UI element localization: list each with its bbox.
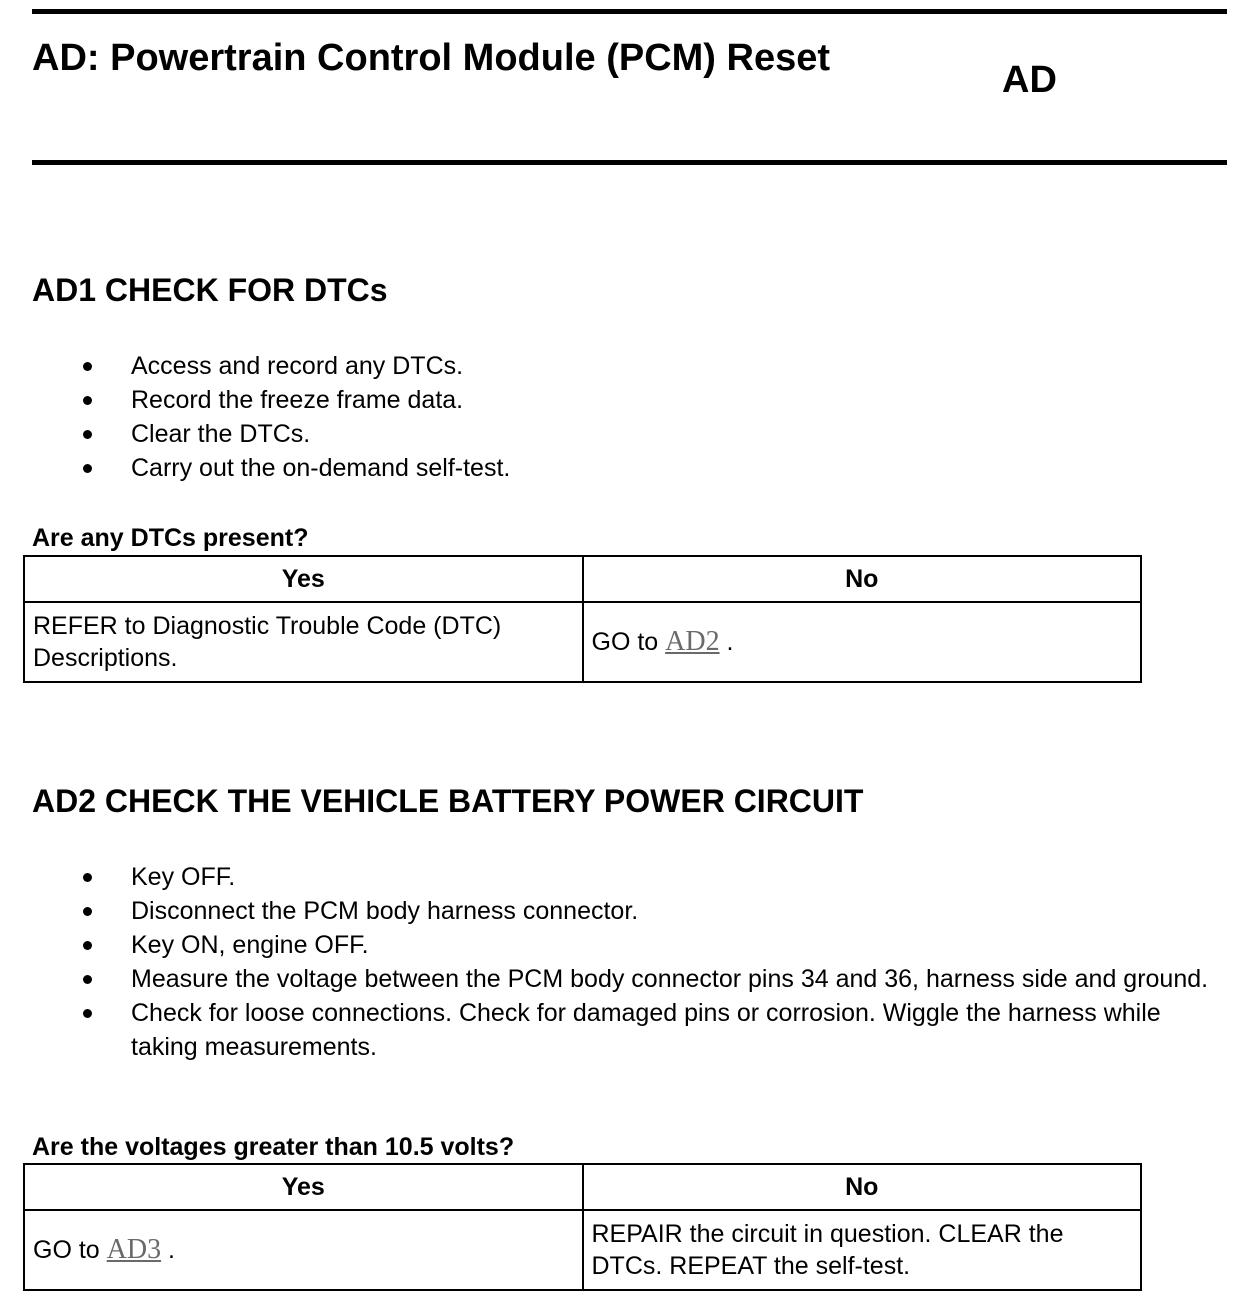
step-ad2-question: Are the voltages greater than 10.5 volts? <box>32 1133 515 1161</box>
header-bottom-rule <box>32 160 1227 165</box>
yes-column-header: Yes <box>24 1164 583 1210</box>
instruction-item: Check for loose connections. Check for damaged pins or corrosion. Wiggle the harness while taking measurements. <box>78 996 1233 1064</box>
table-header-row <box>24 1164 1141 1210</box>
bullet-icon <box>83 1009 92 1018</box>
instruction-item: Carry out the on-demand self-test. <box>78 451 1233 485</box>
instruction-item: Record the freeze frame data. <box>78 383 1233 417</box>
table-header-row <box>24 556 1141 602</box>
bullet-icon <box>83 941 92 950</box>
step-ad1-question: Are any DTCs present? <box>32 524 309 552</box>
table-row <box>24 1210 1141 1290</box>
bullet-icon <box>83 907 92 916</box>
instruction-item: Disconnect the PCM body harness connector. <box>78 894 1233 928</box>
instruction-item: Key OFF. <box>78 860 1233 894</box>
step-ad1-result-table <box>23 555 1142 683</box>
page-title: AD: Powertrain Control Module (PCM) Reset <box>32 37 831 79</box>
no-action-cell: GO to AD2 . <box>583 602 1142 682</box>
goto-ad3-link[interactable]: AD3 <box>106 1234 162 1265</box>
step-ad1-heading: AD1 CHECK FOR DTCs <box>32 272 388 308</box>
table-row <box>24 602 1141 682</box>
bullet-icon <box>83 975 92 984</box>
bullet-icon <box>83 362 92 371</box>
yes-action-cell: REFER to Diagnostic Trouble Code (DTC) Descriptions. <box>24 602 583 682</box>
no-column-header: No <box>583 556 1142 602</box>
instruction-item: Key ON, engine OFF. <box>78 928 1233 962</box>
bullet-icon <box>83 873 92 882</box>
bullet-icon <box>83 464 92 473</box>
goto-ad2-link[interactable]: AD2 <box>665 626 720 657</box>
instruction-item: Clear the DTCs. <box>78 417 1233 451</box>
no-action-cell: REPAIR the circuit in question. CLEAR the DTCs. REPEAT the self-test. <box>583 1210 1142 1290</box>
step-ad2-result-table <box>23 1163 1142 1291</box>
bullet-icon <box>83 430 92 439</box>
no-column-header: No <box>583 1164 1142 1210</box>
step-ad2-heading: AD2 CHECK THE VEHICLE BATTERY POWER CIRCUIT <box>32 783 864 819</box>
section-code: AD <box>1002 59 1057 101</box>
step-ad2-instructions <box>78 860 1233 1064</box>
header-top-rule <box>32 9 1227 14</box>
instruction-item: Measure the voltage between the PCM body connector pins 34 and 36, harness side and ground. <box>78 962 1233 996</box>
bullet-icon <box>83 396 92 405</box>
step-ad1-instructions <box>78 349 1233 485</box>
yes-column-header: Yes <box>24 556 583 602</box>
yes-action-cell: GO to AD3 . <box>24 1210 583 1290</box>
instruction-item: Access and record any DTCs. <box>78 349 1233 383</box>
